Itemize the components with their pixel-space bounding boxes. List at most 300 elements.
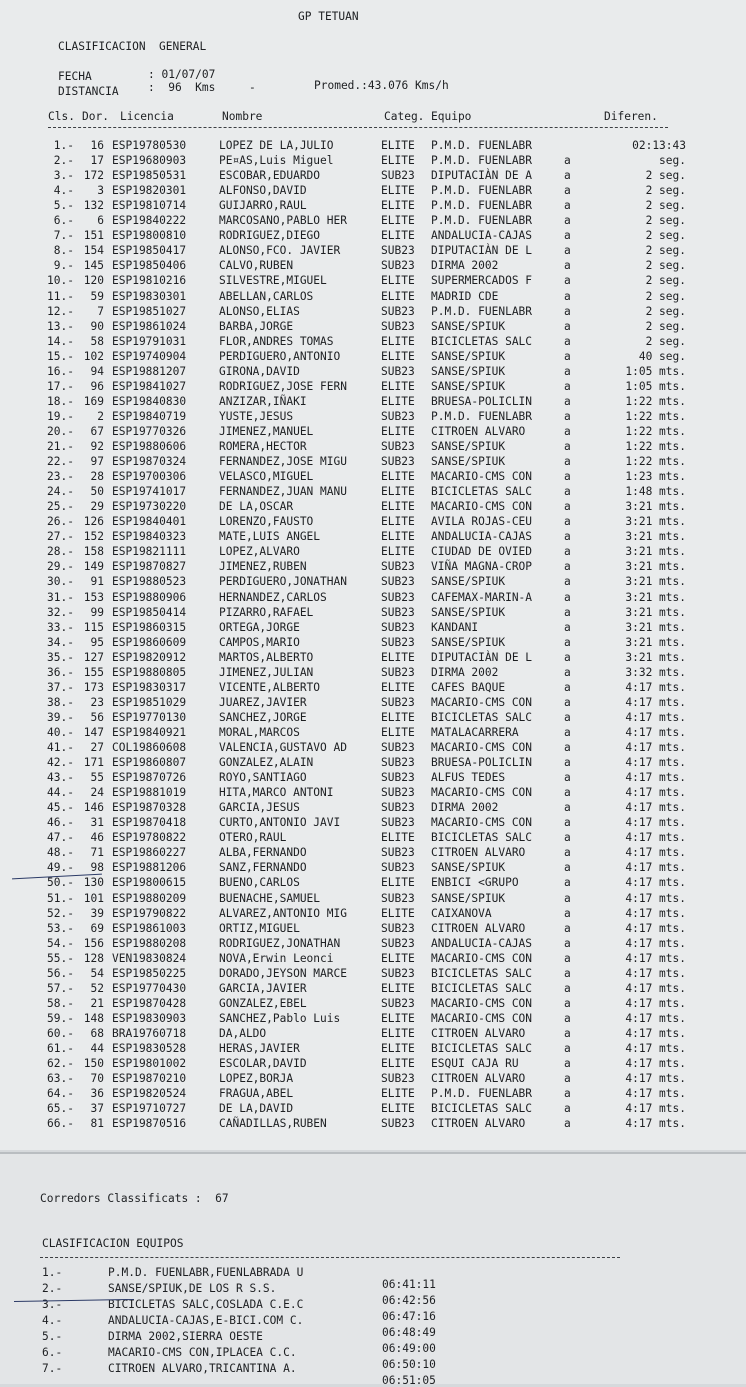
cell-nombre: SANCHEZ,Pablo Luis bbox=[219, 1011, 341, 1025]
cell-licencia: ESP19770326 bbox=[112, 424, 187, 438]
cell-categoria: ELITE bbox=[381, 906, 415, 920]
cell-categoria: SUB23 bbox=[381, 364, 415, 378]
cell-categoria: SUB23 bbox=[381, 966, 415, 980]
cell-flag: a bbox=[564, 575, 571, 589]
team-name: ANDALUCIA-CAJAS,E-BICI.COM C. bbox=[108, 1314, 304, 1327]
cell-dorsal: 28 bbox=[90, 470, 104, 484]
cell-nombre: HERAS,JAVIER bbox=[219, 1042, 300, 1055]
cell-licencia: ESP19800615 bbox=[112, 876, 187, 890]
cell-dorsal: 90 bbox=[90, 319, 104, 333]
cell-diferencia: 4:17 mts. bbox=[625, 921, 686, 935]
cell-categoria: SUB23 bbox=[381, 846, 415, 860]
cell-flag: a bbox=[564, 244, 571, 258]
cell-licencia: ESP19841027 bbox=[112, 379, 187, 393]
cell-categoria: ELITE bbox=[381, 1042, 415, 1055]
team-time: 06:47:16 bbox=[382, 1310, 436, 1323]
cell-flag: a bbox=[564, 996, 571, 1010]
cell-dorsal: 81 bbox=[90, 1117, 104, 1131]
cell-flag: a bbox=[564, 620, 571, 634]
cell-position: 6.- bbox=[53, 214, 74, 228]
cell-diferencia: 1:22 mts. bbox=[625, 424, 686, 438]
col-nombre: Nombre bbox=[222, 110, 263, 123]
table-row bbox=[0, 380, 746, 393]
page-title: GP TETUAN bbox=[298, 10, 359, 23]
cell-dorsal: 120 bbox=[83, 274, 104, 288]
cell-licencia: ESP19840830 bbox=[112, 394, 187, 408]
cell-position: 40.- bbox=[47, 725, 74, 739]
cell-dorsal: 17 bbox=[90, 154, 104, 168]
cell-dorsal: 7 bbox=[97, 304, 104, 318]
cell-position: 37.- bbox=[47, 680, 74, 694]
cell-flag: a bbox=[564, 199, 571, 213]
cell-flag: a bbox=[564, 756, 571, 770]
cell-licencia: ESP19820912 bbox=[112, 650, 187, 664]
cell-equipo: DIRMA 2002 bbox=[431, 665, 499, 679]
cell-flag: a bbox=[564, 801, 571, 815]
cell-licencia: ESP19850531 bbox=[112, 169, 187, 183]
cell-flag: a bbox=[564, 169, 571, 183]
cell-dorsal: 58 bbox=[90, 334, 104, 348]
cell-licencia: ESP19801002 bbox=[112, 1057, 187, 1071]
cell-diferencia: 4:17 mts. bbox=[625, 816, 686, 830]
cell-licencia: ESP19850417 bbox=[112, 244, 187, 258]
cell-diferencia: 4:17 mts. bbox=[625, 876, 686, 890]
cell-categoria: ELITE bbox=[381, 214, 415, 228]
cell-equipo: MACARIO-CMS CON bbox=[431, 500, 533, 514]
cell-dorsal: 126 bbox=[83, 515, 104, 529]
table-row bbox=[0, 259, 746, 272]
table-row bbox=[0, 861, 746, 874]
cell-equipo: P.M.D. FUENLABR bbox=[431, 409, 533, 423]
cell-diferencia: 1:22 mts. bbox=[625, 455, 686, 469]
cell-licencia: ESP19840921 bbox=[112, 725, 187, 739]
cell-nombre: BUENACHE,SAMUEL bbox=[219, 891, 321, 905]
cell-equipo: CITROEN ALVARO bbox=[431, 846, 526, 860]
cell-equipo: BICICLETAS SALC bbox=[431, 710, 533, 724]
cell-dorsal: 67 bbox=[90, 424, 104, 438]
cell-nombre: ALVAREZ,ANTONIO MIG bbox=[219, 906, 347, 920]
cell-dorsal: 101 bbox=[83, 891, 104, 905]
cell-dorsal: 147 bbox=[83, 725, 104, 739]
cell-position: 20.- bbox=[47, 424, 74, 438]
table-row bbox=[0, 756, 746, 769]
cell-position: 39.- bbox=[47, 710, 74, 724]
cell-nombre: YUSTE,JESUS bbox=[219, 409, 294, 423]
table-row bbox=[0, 199, 746, 212]
cell-dorsal: 158 bbox=[83, 545, 104, 559]
cell-licencia: ESP19780530 bbox=[112, 139, 187, 152]
cell-diferencia: 3:21 mts. bbox=[625, 500, 686, 514]
cell-nombre: RODRIGUEZ,DIEGO bbox=[219, 229, 321, 243]
table-row bbox=[0, 1027, 746, 1040]
cell-flag: a bbox=[564, 650, 571, 664]
table-row bbox=[0, 696, 746, 709]
cell-nombre: GARCIA,JESUS bbox=[219, 801, 300, 815]
cell-diferencia: 2 seg. bbox=[645, 334, 686, 348]
team-time: 06:51:05 bbox=[382, 1374, 436, 1387]
cell-flag: a bbox=[564, 861, 571, 875]
table-row bbox=[0, 1102, 746, 1115]
cell-nombre: JUAREZ,JAVIER bbox=[219, 695, 307, 709]
table-row bbox=[0, 801, 746, 814]
cell-dorsal: 91 bbox=[90, 575, 104, 589]
cell-position: 7.- bbox=[53, 229, 74, 243]
cell-equipo: CAFEMAX-MARIN-A bbox=[431, 590, 533, 604]
cell-categoria: SUB23 bbox=[381, 861, 415, 875]
cell-diferencia: 4:17 mts. bbox=[625, 906, 686, 920]
cell-diferencia: 2 seg. bbox=[645, 229, 686, 243]
team-time: 06:49:00 bbox=[382, 1342, 436, 1355]
cell-categoria: SUB23 bbox=[381, 605, 415, 619]
cell-flag: a bbox=[564, 545, 571, 559]
cell-position: 28.- bbox=[47, 545, 74, 559]
cell-position: 34.- bbox=[47, 635, 74, 649]
cell-nombre: SANCHEZ,JORGE bbox=[219, 710, 307, 724]
team-position: 2.- bbox=[42, 1282, 63, 1295]
average-speed: Promed.:43.076 Kms/h bbox=[314, 79, 449, 92]
cell-categoria: SUB23 bbox=[381, 936, 415, 950]
cell-diferencia: 1:48 mts. bbox=[625, 485, 686, 499]
cell-categoria: SUB23 bbox=[381, 455, 415, 469]
cell-equipo: DIPUTACIÀN DE L bbox=[431, 244, 533, 258]
cell-position: 18.- bbox=[47, 394, 74, 408]
cell-position: 56.- bbox=[47, 966, 74, 980]
cell-nombre: LORENZO,FAUSTO bbox=[219, 515, 314, 529]
cell-categoria: SUB23 bbox=[381, 741, 415, 754]
cell-categoria: ELITE bbox=[381, 229, 415, 243]
table-row bbox=[0, 681, 746, 694]
cell-dorsal: 145 bbox=[83, 259, 104, 273]
table-row bbox=[0, 1012, 746, 1025]
cell-dorsal: 156 bbox=[83, 936, 104, 950]
cell-dorsal: 21 bbox=[90, 996, 104, 1010]
cell-dorsal: 155 bbox=[83, 665, 104, 679]
cell-nombre: ROMERA,HECTOR bbox=[219, 440, 307, 453]
cell-nombre: DORADO,JEYSON MARCE bbox=[219, 966, 347, 980]
table-row bbox=[0, 575, 746, 588]
cell-diferencia: 2 seg. bbox=[645, 214, 686, 228]
cell-equipo: SANSE/SPIUK bbox=[431, 364, 506, 378]
cell-diferencia: 4:17 mts. bbox=[625, 1026, 686, 1040]
cell-diferencia: 4:17 mts. bbox=[625, 695, 686, 709]
cell-categoria: SUB23 bbox=[381, 244, 415, 258]
cell-equipo: MATALACARRERA bbox=[431, 725, 519, 739]
cell-diferencia: 4:17 mts. bbox=[625, 846, 686, 860]
cell-diferencia: 4:17 mts. bbox=[625, 801, 686, 815]
table-row bbox=[0, 305, 746, 318]
cell-licencia: ESP19770430 bbox=[112, 981, 187, 995]
table-row bbox=[0, 395, 746, 408]
cell-equipo: ANDALUCIA-CAJAS bbox=[431, 229, 533, 243]
fecha-label: FECHA bbox=[58, 70, 92, 83]
cell-equipo: BICICLETAS SALC bbox=[431, 981, 533, 995]
cell-categoria: ELITE bbox=[381, 1026, 415, 1040]
cell-equipo: CAIXANOVA bbox=[431, 906, 492, 920]
cell-diferencia: 2 seg. bbox=[645, 169, 686, 183]
cell-equipo: BICICLETAS SALC bbox=[431, 831, 533, 845]
cell-dorsal: 98 bbox=[90, 861, 104, 875]
table-row bbox=[0, 184, 746, 197]
team-time: 06:41:11 bbox=[382, 1278, 436, 1291]
cell-licencia: ESP19881206 bbox=[112, 861, 187, 875]
teams-heading: CLASIFICACION EQUIPOS bbox=[42, 1237, 184, 1250]
cell-categoria: ELITE bbox=[381, 485, 415, 499]
cell-dorsal: 148 bbox=[83, 1011, 104, 1025]
cell-equipo: DIPUTACIÀN DE A bbox=[431, 169, 533, 183]
team-position: 4.- bbox=[42, 1314, 63, 1327]
cell-categoria: SUB23 bbox=[381, 304, 415, 318]
cell-licencia: ESP19850406 bbox=[112, 259, 187, 273]
cell-dorsal: 3 bbox=[97, 184, 104, 198]
cell-equipo: DIPUTACIÀN DE L bbox=[431, 650, 533, 664]
cell-flag: a bbox=[564, 1102, 571, 1116]
cell-flag: a bbox=[564, 951, 571, 965]
cell-nombre: VALENCIA,GUSTAVO AD bbox=[219, 741, 347, 754]
cell-diferencia: 4:17 mts. bbox=[625, 680, 686, 694]
cell-nombre: JIMENEZ,RUBEN bbox=[219, 560, 307, 574]
cell-dorsal: 94 bbox=[90, 364, 104, 378]
cell-diferencia: 4:17 mts. bbox=[625, 936, 686, 950]
table-row bbox=[0, 1072, 746, 1085]
cell-flag: a bbox=[564, 786, 571, 800]
cell-flag: a bbox=[564, 440, 571, 453]
cell-diferencia: 3:21 mts. bbox=[625, 620, 686, 634]
cell-nombre: SANZ,FERNANDO bbox=[219, 861, 307, 875]
cell-diferencia: 2 seg. bbox=[645, 199, 686, 213]
cell-licencia: ESP19861024 bbox=[112, 319, 187, 333]
cell-flag: a bbox=[564, 680, 571, 694]
table-row bbox=[0, 876, 746, 889]
cell-diferencia: seg. bbox=[659, 154, 686, 168]
cell-diferencia: 4:17 mts. bbox=[625, 1087, 686, 1101]
cell-licencia: ESP19840719 bbox=[112, 409, 187, 423]
cell-nombre: PE¤AS,Luis Miguel bbox=[219, 154, 334, 168]
cell-licencia: ESP19821111 bbox=[112, 545, 187, 559]
cell-licencia: ESP19680903 bbox=[112, 154, 187, 168]
table-row bbox=[0, 485, 746, 498]
table-row bbox=[0, 410, 746, 423]
team-name: DIRMA 2002,SIERRA OESTE bbox=[108, 1330, 263, 1343]
cell-equipo: KANDANI bbox=[431, 620, 479, 634]
cell-nombre: LOPEZ DE LA,JULIO bbox=[219, 139, 334, 152]
table-row bbox=[0, 831, 746, 844]
cell-categoria: SUB23 bbox=[381, 695, 415, 709]
cell-position: 8.- bbox=[53, 244, 74, 258]
cell-licencia: ESP19830528 bbox=[112, 1042, 187, 1055]
cell-diferencia: 4:17 mts. bbox=[625, 831, 686, 845]
table-row bbox=[0, 967, 746, 980]
distancia-label: DISTANCIA bbox=[58, 85, 119, 98]
cell-licencia: ESP19830301 bbox=[112, 289, 187, 303]
cell-nombre: GARCIA,JAVIER bbox=[219, 981, 307, 995]
cell-dorsal: 172 bbox=[83, 169, 104, 183]
cell-equipo: SANSE/SPIUK bbox=[431, 635, 506, 649]
cell-categoria: ELITE bbox=[381, 710, 415, 724]
cell-position: 3.- bbox=[53, 169, 74, 183]
cell-position: 30.- bbox=[47, 575, 74, 589]
cell-flag: a bbox=[564, 1057, 571, 1071]
cell-position: 25.- bbox=[47, 500, 74, 514]
cell-licencia: ESP19880523 bbox=[112, 575, 187, 589]
cell-equipo: P.M.D. FUENLABR bbox=[431, 1087, 533, 1101]
cell-nombre: ALBA,FERNANDO bbox=[219, 846, 307, 860]
cell-flag: a bbox=[564, 741, 571, 754]
table-row bbox=[0, 997, 746, 1010]
cell-diferencia: 4:17 mts. bbox=[625, 1057, 686, 1071]
cell-position: 64.- bbox=[47, 1087, 74, 1101]
cell-flag: a bbox=[564, 500, 571, 514]
cell-categoria: ELITE bbox=[381, 470, 415, 484]
cell-categoria: SUB23 bbox=[381, 620, 415, 634]
cell-licencia: ESP19860227 bbox=[112, 846, 187, 860]
cell-equipo: CITROEN ALVARO bbox=[431, 921, 526, 935]
cell-diferencia: 3:21 mts. bbox=[625, 590, 686, 604]
cell-nombre: FERNANDEZ,JOSE MIGU bbox=[219, 455, 347, 469]
cell-flag: a bbox=[564, 771, 571, 785]
cell-flag: a bbox=[564, 409, 571, 423]
cell-equipo: CITROEN ALVARO bbox=[431, 424, 526, 438]
cell-equipo: BRUESA-POLICLIN bbox=[431, 756, 533, 770]
team-name: BICICLETAS SALC,COSLADA C.E.C bbox=[108, 1298, 304, 1311]
cell-dorsal: 128 bbox=[83, 951, 104, 965]
cell-position: 55.- bbox=[47, 951, 74, 965]
cell-equipo: CIUDAD DE OVIED bbox=[431, 545, 533, 559]
cell-position: 59.- bbox=[47, 1011, 74, 1025]
cell-diferencia: 4:17 mts. bbox=[625, 741, 686, 754]
cell-position: 58.- bbox=[47, 996, 74, 1010]
cell-dorsal: 97 bbox=[90, 455, 104, 469]
cell-diferencia: 3:21 mts. bbox=[625, 530, 686, 544]
cell-equipo: P.M.D. FUENLABR bbox=[431, 154, 533, 168]
cell-nombre: JIMENEZ,MANUEL bbox=[219, 424, 314, 438]
cell-nombre: ANZIZAR,IÑAKI bbox=[219, 394, 307, 408]
cell-position: 29.- bbox=[47, 560, 74, 574]
cell-equipo: MACARIO-CMS CON bbox=[431, 816, 533, 830]
col-dor: Dor. bbox=[82, 110, 109, 123]
cell-categoria: ELITE bbox=[381, 680, 415, 694]
cell-flag: a bbox=[564, 1011, 571, 1025]
cell-diferencia: 2 seg. bbox=[645, 304, 686, 318]
cell-licencia: ESP19880906 bbox=[112, 590, 187, 604]
cell-nombre: SILVESTRE,MIGUEL bbox=[219, 274, 327, 288]
cell-flag: a bbox=[564, 214, 571, 228]
cell-position: 60.- bbox=[47, 1026, 74, 1040]
cell-diferencia: 4:17 mts. bbox=[625, 981, 686, 995]
cell-dorsal: 36 bbox=[90, 1087, 104, 1101]
cell-dorsal: 6 bbox=[97, 214, 104, 228]
cell-nombre: PERDIGUERO,JONATHAN bbox=[219, 575, 347, 589]
table-row bbox=[0, 425, 746, 438]
cell-categoria: SUB23 bbox=[381, 169, 415, 183]
cell-position: 17.- bbox=[47, 379, 74, 393]
cell-dorsal: 71 bbox=[90, 846, 104, 860]
cell-diferencia: 4:17 mts. bbox=[625, 786, 686, 800]
cell-diferencia: 4:17 mts. bbox=[625, 710, 686, 724]
cell-dorsal: 29 bbox=[90, 500, 104, 514]
cell-categoria: SUB23 bbox=[381, 801, 415, 815]
cell-flag: a bbox=[564, 846, 571, 860]
cell-flag: a bbox=[564, 1117, 571, 1131]
cell-flag: a bbox=[564, 229, 571, 243]
team-row bbox=[0, 1362, 746, 1387]
cell-position: 9.- bbox=[53, 259, 74, 273]
cell-dorsal: 169 bbox=[83, 394, 104, 408]
cell-dorsal: 150 bbox=[83, 1057, 104, 1071]
cell-licencia: ESP19851027 bbox=[112, 304, 187, 318]
table-row bbox=[0, 1042, 746, 1055]
table-row bbox=[0, 500, 746, 513]
table-row bbox=[0, 169, 746, 182]
team-position: 1.- bbox=[42, 1266, 63, 1279]
cell-flag: a bbox=[564, 605, 571, 619]
cell-equipo: VIÑA MAGNA-CROP bbox=[431, 560, 533, 574]
cell-diferencia: 40 seg. bbox=[638, 349, 686, 363]
team-time: 06:42:56 bbox=[382, 1294, 436, 1307]
table-row bbox=[0, 1087, 746, 1100]
cell-diferencia: 4:17 mts. bbox=[625, 1102, 686, 1116]
cell-categoria: ELITE bbox=[381, 1011, 415, 1025]
cell-nombre: RODRIGUEZ,JONATHAN bbox=[219, 936, 341, 950]
cell-categoria: ELITE bbox=[381, 154, 415, 168]
cell-nombre: MORAL,MARCOS bbox=[219, 725, 300, 739]
cell-nombre: BUENO,CARLOS bbox=[219, 876, 300, 890]
cell-licencia: ESP19881207 bbox=[112, 364, 187, 378]
cell-nombre: ORTIZ,MIGUEL bbox=[219, 921, 300, 935]
table-row bbox=[0, 846, 746, 859]
cell-dorsal: 55 bbox=[90, 771, 104, 785]
cell-diferencia: 4:17 mts. bbox=[625, 756, 686, 770]
cell-equipo: P.M.D. FUENLABR bbox=[431, 214, 533, 228]
table-row bbox=[0, 244, 746, 257]
cell-nombre: BARBA,JORGE bbox=[219, 319, 294, 333]
cell-equipo: SANSE/SPIUK bbox=[431, 349, 506, 363]
cell-equipo: ANDALUCIA-CAJAS bbox=[431, 936, 533, 950]
cell-nombre: ESCOLAR,DAVID bbox=[219, 1057, 307, 1071]
table-row bbox=[0, 530, 746, 543]
table-row bbox=[0, 952, 746, 965]
cell-dorsal: 115 bbox=[83, 620, 104, 634]
cell-nombre: ALONSO,ELIAS bbox=[219, 304, 300, 318]
cell-flag: a bbox=[564, 349, 571, 363]
cell-flag: a bbox=[564, 816, 571, 830]
cell-nombre: GONZALEZ,ALAIN bbox=[219, 756, 314, 770]
cell-position: 26.- bbox=[47, 515, 74, 529]
cell-flag: a bbox=[564, 831, 571, 845]
cell-nombre: VICENTE,ALBERTO bbox=[219, 680, 321, 694]
cell-categoria: ELITE bbox=[381, 289, 415, 303]
cell-diferencia: 2 seg. bbox=[645, 244, 686, 258]
cell-nombre: VELASCO,MIGUEL bbox=[219, 470, 314, 484]
col-equipo: Equipo bbox=[431, 110, 472, 123]
cell-categoria: ELITE bbox=[381, 139, 415, 152]
cell-diferencia: 1:22 mts. bbox=[625, 394, 686, 408]
cell-categoria: SUB23 bbox=[381, 1117, 415, 1131]
cell-position: 47.- bbox=[47, 831, 74, 845]
cell-dorsal: 70 bbox=[90, 1072, 104, 1086]
cell-licencia: ESP19820301 bbox=[112, 184, 187, 198]
cell-equipo: SANSE/SPIUK bbox=[431, 440, 506, 453]
team-time: 06:50:10 bbox=[382, 1358, 436, 1371]
cell-diferencia: 4:17 mts. bbox=[625, 725, 686, 739]
cell-diferencia: 1:22 mts. bbox=[625, 440, 686, 453]
cell-flag: a bbox=[564, 470, 571, 484]
cell-equipo: BICICLETAS SALC bbox=[431, 1102, 533, 1116]
cell-licencia: ESP19830317 bbox=[112, 680, 187, 694]
cell-equipo: CITROEN ALVARO bbox=[431, 1117, 526, 1131]
cell-equipo: MACARIO-CMS CON bbox=[431, 695, 533, 709]
cell-dorsal: 149 bbox=[83, 560, 104, 574]
cell-dorsal: 59 bbox=[90, 289, 104, 303]
